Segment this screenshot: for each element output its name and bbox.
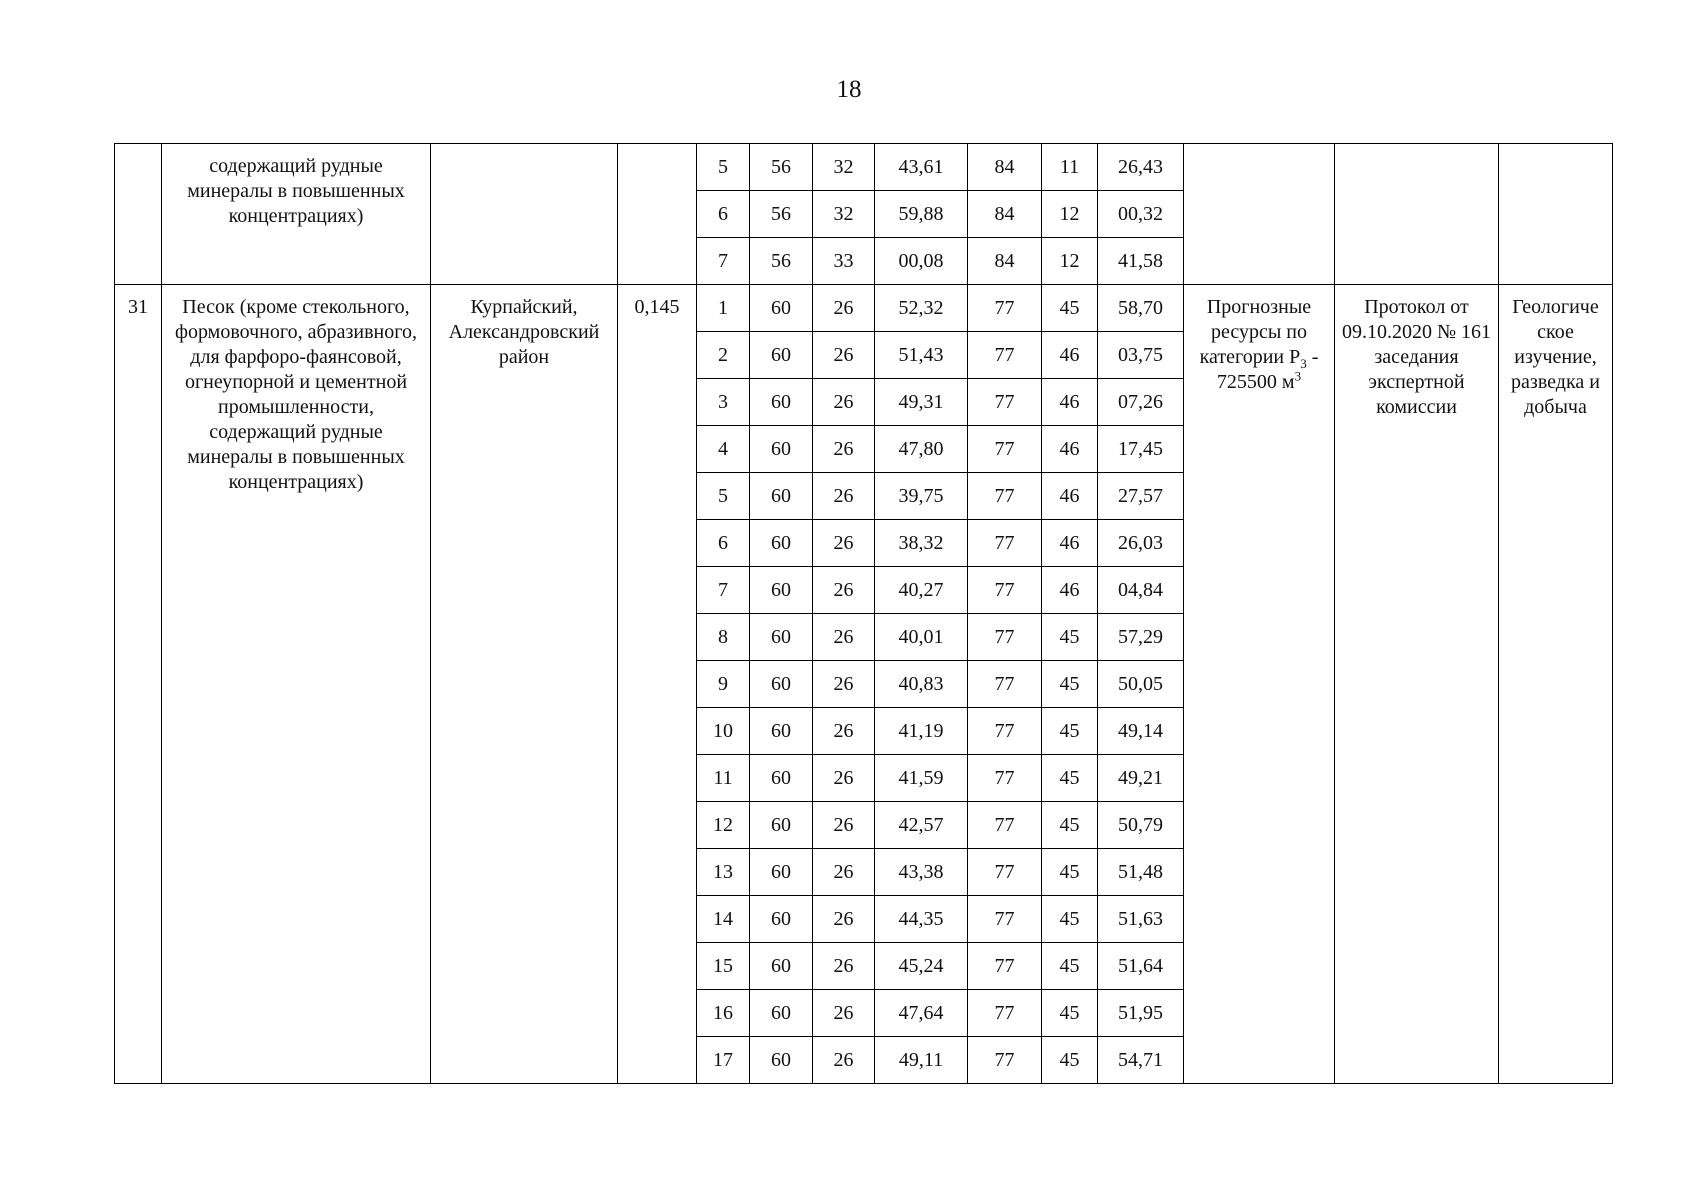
lat-seconds-cell: 43,38 (875, 849, 968, 896)
lon-minutes-cell: 45 (1042, 285, 1098, 332)
point-number-cell: 1 (697, 285, 750, 332)
lon-minutes-cell: 45 (1042, 1037, 1098, 1084)
lon-minutes-cell: 45 (1042, 943, 1098, 990)
lat-minutes-cell: 33 (813, 238, 875, 285)
lon-degrees-cell: 77 (968, 896, 1042, 943)
lat-minutes-cell: 26 (813, 661, 875, 708)
lat-degrees-cell: 56 (750, 238, 813, 285)
lat-seconds-cell: 51,43 (875, 332, 968, 379)
lon-seconds-cell: 51,48 (1098, 849, 1184, 896)
lon-degrees-cell: 77 (968, 802, 1042, 849)
lat-seconds-cell: 45,24 (875, 943, 968, 990)
lon-minutes-cell: 45 (1042, 990, 1098, 1037)
purpose-cell: Геологиче ское изучение, разведка и добыча (1499, 285, 1613, 1084)
lat-seconds-cell: 52,32 (875, 285, 968, 332)
lon-seconds-cell: 17,45 (1098, 426, 1184, 473)
point-number-cell: 17 (697, 1037, 750, 1084)
category-subscript: 3 (1300, 356, 1307, 371)
lon-degrees-cell: 84 (968, 144, 1042, 191)
lat-degrees-cell: 60 (750, 285, 813, 332)
lat-seconds-cell: 41,59 (875, 755, 968, 802)
point-number-cell: 13 (697, 849, 750, 896)
lat-minutes-cell: 26 (813, 755, 875, 802)
lon-seconds-cell: 54,71 (1098, 1037, 1184, 1084)
lon-minutes-cell: 45 (1042, 896, 1098, 943)
lat-seconds-cell: 47,80 (875, 426, 968, 473)
point-number-cell: 12 (697, 802, 750, 849)
lat-minutes-cell: 26 (813, 708, 875, 755)
lon-minutes-cell: 46 (1042, 473, 1098, 520)
lon-minutes-cell: 11 (1042, 144, 1098, 191)
lat-seconds-cell: 40,83 (875, 661, 968, 708)
lat-seconds-cell: 42,57 (875, 802, 968, 849)
point-number-cell: 7 (697, 238, 750, 285)
table-row (115, 144, 1613, 191)
lon-degrees-cell: 77 (968, 755, 1042, 802)
lat-degrees-cell: 60 (750, 708, 813, 755)
resources-cell (1184, 144, 1335, 285)
lat-seconds-cell: 40,27 (875, 567, 968, 614)
mineral-cell: Песок (кроме стекольного, формовочного, абразивного, для фарфоро-фаянсовой, огнеупорной и цементной промышленности, содержащий рудные минералы в повышенных концентрациях) (162, 285, 431, 1084)
point-number-cell: 10 (697, 708, 750, 755)
lon-degrees-cell: 77 (968, 567, 1042, 614)
lon-degrees-cell: 77 (968, 990, 1042, 1037)
lon-seconds-cell: 51,95 (1098, 990, 1184, 1037)
lat-degrees-cell: 60 (750, 520, 813, 567)
lon-seconds-cell: 51,63 (1098, 896, 1184, 943)
lat-degrees-cell: 60 (750, 990, 813, 1037)
lon-seconds-cell: 58,70 (1098, 285, 1184, 332)
lon-minutes-cell: 45 (1042, 708, 1098, 755)
table-row (115, 285, 1613, 332)
lat-seconds-cell: 59,88 (875, 191, 968, 238)
lon-seconds-cell: 26,03 (1098, 520, 1184, 567)
lon-minutes-cell: 46 (1042, 567, 1098, 614)
lon-degrees-cell: 77 (968, 520, 1042, 567)
row-number-cell (115, 144, 162, 285)
lat-degrees-cell: 60 (750, 1037, 813, 1084)
lat-degrees-cell: 60 (750, 332, 813, 379)
license-areas-table (114, 143, 1613, 1084)
resources-text: Прогнозные ресурсы по категории Р (1199, 296, 1312, 368)
lat-minutes-cell: 26 (813, 426, 875, 473)
resources-volume: - 725500 м (1216, 346, 1319, 393)
area-cell: 0,145 (618, 285, 697, 1084)
point-number-cell: 14 (697, 896, 750, 943)
location-cell: Курпайский, Александровский район (431, 285, 618, 1084)
lon-minutes-cell: 45 (1042, 614, 1098, 661)
lat-minutes-cell: 26 (813, 896, 875, 943)
lat-minutes-cell: 26 (813, 943, 875, 990)
lon-degrees-cell: 84 (968, 238, 1042, 285)
lat-degrees-cell: 60 (750, 379, 813, 426)
lon-seconds-cell: 50,05 (1098, 661, 1184, 708)
lat-degrees-cell: 56 (750, 144, 813, 191)
lat-seconds-cell: 49,31 (875, 379, 968, 426)
lat-seconds-cell: 47,64 (875, 990, 968, 1037)
lat-minutes-cell: 26 (813, 379, 875, 426)
lon-seconds-cell: 57,29 (1098, 614, 1184, 661)
lat-seconds-cell: 40,01 (875, 614, 968, 661)
lat-minutes-cell: 26 (813, 473, 875, 520)
lon-seconds-cell: 51,64 (1098, 943, 1184, 990)
point-number-cell: 5 (697, 473, 750, 520)
lat-degrees-cell: 60 (750, 849, 813, 896)
unit-superscript: 3 (1294, 368, 1302, 384)
lat-minutes-cell: 26 (813, 802, 875, 849)
lat-seconds-cell: 38,32 (875, 520, 968, 567)
lat-degrees-cell: 56 (750, 191, 813, 238)
lon-seconds-cell: 27,57 (1098, 473, 1184, 520)
lon-degrees-cell: 77 (968, 614, 1042, 661)
lat-minutes-cell: 26 (813, 567, 875, 614)
point-number-cell: 8 (697, 614, 750, 661)
lon-minutes-cell: 45 (1042, 849, 1098, 896)
lon-seconds-cell: 49,21 (1098, 755, 1184, 802)
lon-seconds-cell: 07,26 (1098, 379, 1184, 426)
lon-degrees-cell: 77 (968, 849, 1042, 896)
lon-seconds-cell: 00,32 (1098, 191, 1184, 238)
lon-degrees-cell: 77 (968, 661, 1042, 708)
lon-degrees-cell: 77 (968, 473, 1042, 520)
lat-seconds-cell: 44,35 (875, 896, 968, 943)
lon-minutes-cell: 46 (1042, 379, 1098, 426)
lat-minutes-cell: 26 (813, 990, 875, 1037)
point-number-cell: 7 (697, 567, 750, 614)
lon-degrees-cell: 77 (968, 332, 1042, 379)
lon-seconds-cell: 50,79 (1098, 802, 1184, 849)
lon-minutes-cell: 46 (1042, 332, 1098, 379)
lat-seconds-cell: 00,08 (875, 238, 968, 285)
lon-degrees-cell: 77 (968, 708, 1042, 755)
point-number-cell: 2 (697, 332, 750, 379)
lat-degrees-cell: 60 (750, 661, 813, 708)
lat-seconds-cell: 39,75 (875, 473, 968, 520)
point-number-cell: 5 (697, 144, 750, 191)
lat-degrees-cell: 60 (750, 567, 813, 614)
protocol-cell: Протокол от 09.10.2020 № 161 заседания экспертной комиссии (1335, 285, 1499, 1084)
lat-degrees-cell: 60 (750, 943, 813, 990)
location-cell (431, 144, 618, 285)
lon-seconds-cell: 26,43 (1098, 144, 1184, 191)
lat-seconds-cell: 49,11 (875, 1037, 968, 1084)
lat-minutes-cell: 26 (813, 332, 875, 379)
lon-seconds-cell: 49,14 (1098, 708, 1184, 755)
lat-minutes-cell: 26 (813, 285, 875, 332)
lat-degrees-cell: 60 (750, 473, 813, 520)
lat-minutes-cell: 26 (813, 849, 875, 896)
lat-seconds-cell: 43,61 (875, 144, 968, 191)
point-number-cell: 16 (697, 990, 750, 1037)
mineral-cell: содержащий рудные минералы в повышенных концентрациях) (162, 144, 431, 285)
lat-minutes-cell: 32 (813, 144, 875, 191)
lat-degrees-cell: 60 (750, 755, 813, 802)
lat-degrees-cell: 60 (750, 426, 813, 473)
lon-degrees-cell: 77 (968, 943, 1042, 990)
page-number: 18 (836, 76, 862, 103)
lon-degrees-cell: 84 (968, 191, 1042, 238)
lat-minutes-cell: 32 (813, 191, 875, 238)
lat-minutes-cell: 26 (813, 614, 875, 661)
point-number-cell: 6 (697, 520, 750, 567)
lon-seconds-cell: 04,84 (1098, 567, 1184, 614)
lon-minutes-cell: 45 (1042, 661, 1098, 708)
lat-seconds-cell: 41,19 (875, 708, 968, 755)
lon-seconds-cell: 03,75 (1098, 332, 1184, 379)
point-number-cell: 15 (697, 943, 750, 990)
point-number-cell: 4 (697, 426, 750, 473)
point-number-cell: 6 (697, 191, 750, 238)
lon-minutes-cell: 45 (1042, 802, 1098, 849)
lon-minutes-cell: 12 (1042, 191, 1098, 238)
lon-minutes-cell: 46 (1042, 426, 1098, 473)
point-number-cell: 3 (697, 379, 750, 426)
lat-minutes-cell: 26 (813, 520, 875, 567)
lon-degrees-cell: 77 (968, 379, 1042, 426)
purpose-cell (1499, 144, 1613, 285)
lat-degrees-cell: 60 (750, 896, 813, 943)
resources-cell (1184, 285, 1335, 1084)
row-number-cell: 31 (115, 285, 162, 1084)
lon-degrees-cell: 77 (968, 426, 1042, 473)
lat-degrees-cell: 60 (750, 614, 813, 661)
lat-minutes-cell: 26 (813, 1037, 875, 1084)
lon-minutes-cell: 46 (1042, 520, 1098, 567)
lon-degrees-cell: 77 (968, 285, 1042, 332)
protocol-cell (1335, 144, 1499, 285)
lon-degrees-cell: 77 (968, 1037, 1042, 1084)
lon-seconds-cell: 41,58 (1098, 238, 1184, 285)
lat-degrees-cell: 60 (750, 802, 813, 849)
area-cell (618, 144, 697, 285)
point-number-cell: 11 (697, 755, 750, 802)
point-number-cell: 9 (697, 661, 750, 708)
lon-minutes-cell: 45 (1042, 755, 1098, 802)
lon-minutes-cell: 12 (1042, 238, 1098, 285)
